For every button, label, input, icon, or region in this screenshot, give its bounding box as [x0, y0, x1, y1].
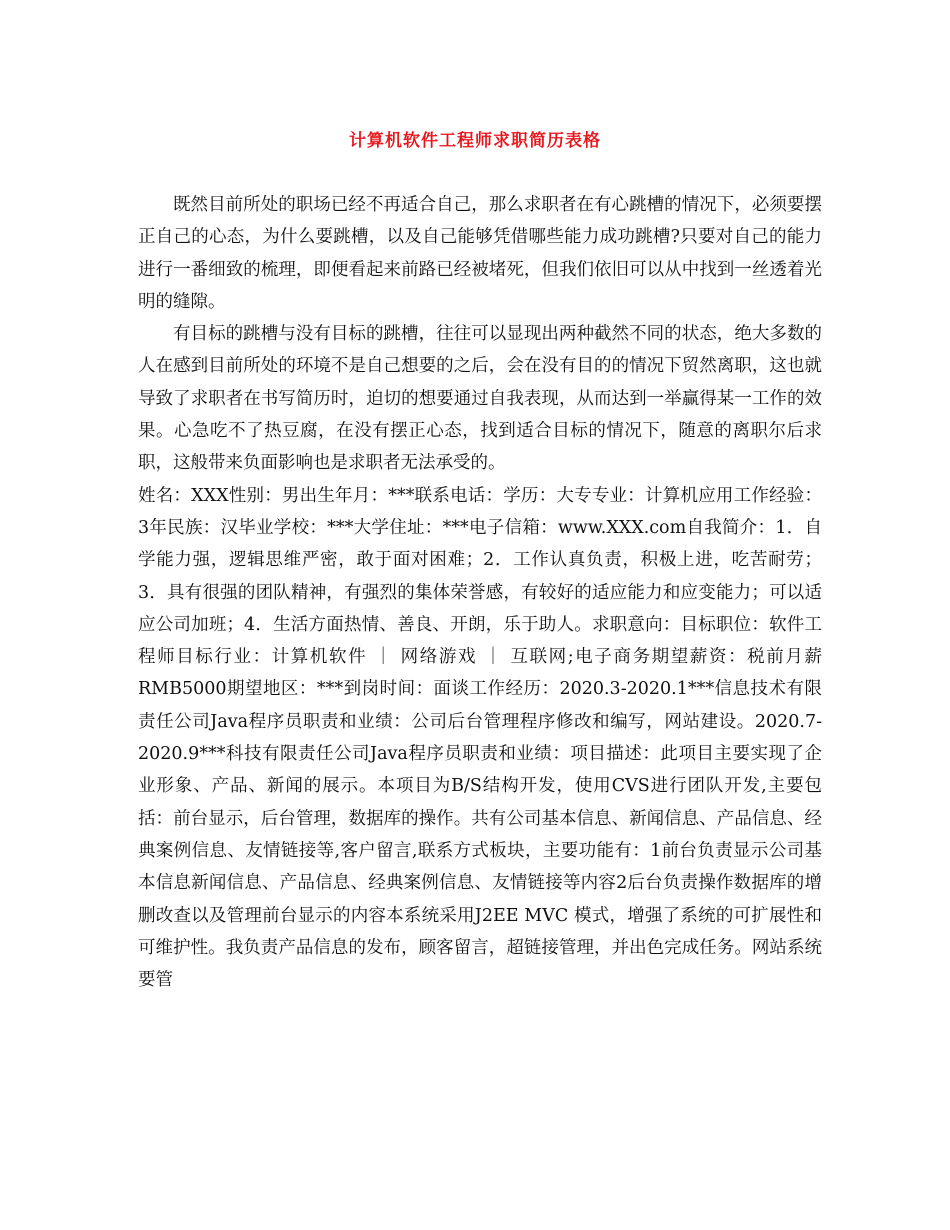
document-title: 计算机软件工程师求职简历表格: [349, 131, 601, 151]
resume-details-paragraph: 姓名：XXX性别：男出生年月：***联系电话：学历：大专专业：计算机应用工作经验：3年民族：汉毕业学校：***大学住址：***电子信箱：www.XXX.com自我简介：1．自学能力强，逻辑思维严密，敢于面对困难；2．工作认真负责，积极上进，吃苦耐劳；3．具有很强的团队精神，有强烈的集体荣誉感，有较好的适应能力和应变能力；可以适应公司加班；4．生活方面热情、善良、开朗，乐于助人。求职意向：目标职位：软件工程师目标行业：计算机软件 ｜ 网络游戏 ｜ 互联网;电子商务期望薪资：税前月薪RMB5000期望地区：***到岗时间：面谈工作经历：2020.3-2020.1***信息技术有限责任公司Java程序员职责和业绩：公司后台管理程序修改和编写，网站建设。2020.7-2020.9***科技有限责任公司Java程序员职责和业绩：项目描述：此项目主要实现了企业形象、产品、新闻的展示。本项目为B/S结构开发，使用CVS进行团队开发,主要包括：前台显示，后台管理，数据库的操作。共有公司基本信息、新闻信息、产品信息、经典案例信息、友情链接等,客户留言,联系方式板块，主要功能有：1前台负责显示公司基本信息新闻信息、产品信息、经典案例信息、友情链接等内容2后台负责操作数据库的增删改查以及管理前台显示的内容本系统采用J2EE MVC 模式，增强了系统的可扩展性和可维护性。我负责产品信息的发布，顾客留言，超链接管理，并出色完成任务。网站系统要管: [138, 485, 822, 991]
document-body: [138, 189, 822, 996]
job-hopping-paragraph: 有目标的跳槽与没有目标的跳槽，往往可以显现出两种截然不同的状态，绝大多数的人在感到目前所处的环境不是自己想要的之后，会在没有目的的情况下贸然离职，这也就导致了求职者在书写简历时，迫切的想要通过自我表现，从而达到一举赢得某一工作的效果。心急吃不了热豆腐，在没有摆正心态，找到适合目标的情况下，随意的离职尔后求职，这般带来负面影响也是求职者无法承受的。: [138, 324, 822, 474]
intro-paragraph: 既然目前所处的职场已经不再适合自己，那么求职者在有心跳槽的情况下，必须要摆正自己的心态，为什么要跳槽，以及自己能够凭借哪些能力成功跳槽?只要对自己的能力进行一番细致的梳理，即便看起来前路已经被堵死，但我们依旧可以从中找到一丝透着光明的缝隙。: [138, 195, 822, 312]
